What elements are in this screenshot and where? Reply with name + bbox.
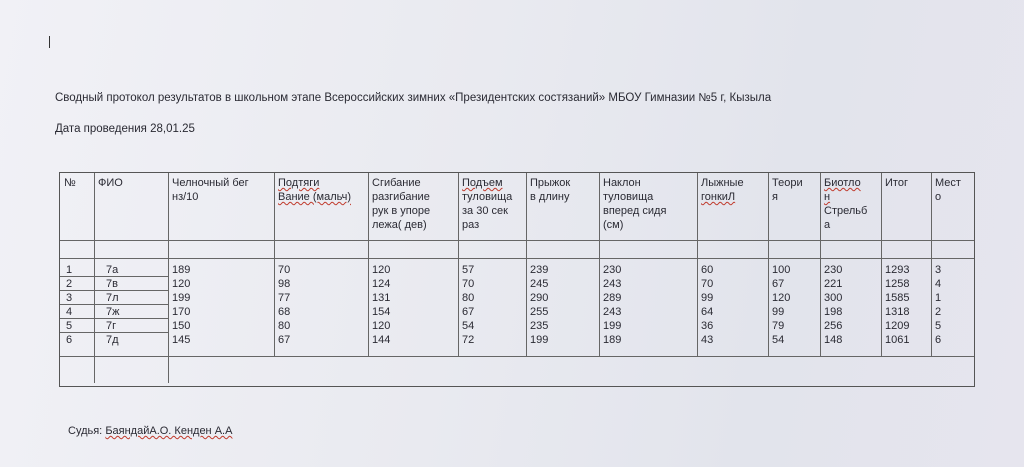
cell-place: 5 <box>935 320 942 332</box>
cell-ski-race: 60 <box>701 264 714 276</box>
cell-long-jump: 245 <box>530 278 549 290</box>
judges-signature: Судья: БаяндайА.О. Кенден А.А <box>68 425 233 437</box>
table-row <box>60 291 974 305</box>
cell-forward-bend: 243 <box>603 306 622 318</box>
cell-total: 1318 <box>885 306 910 318</box>
cell-situps: 70 <box>462 278 475 290</box>
header-ski-race: Лыжные гонкиЛ <box>701 177 744 203</box>
cell-forward-bend: 189 <box>603 334 622 346</box>
cell-pushups: 120 <box>372 264 391 276</box>
cell-total: 1585 <box>885 292 910 304</box>
cell-number: 5 <box>66 320 73 332</box>
cell-class: 7в <box>106 278 118 290</box>
header-shuttle-run: Челночный бег нз/10 <box>172 177 249 203</box>
cell-shuttle-run: 120 <box>172 278 191 290</box>
header-name: ФИО <box>98 177 123 189</box>
cell-pushups: 124 <box>372 278 391 290</box>
cell-class: 7ж <box>106 306 120 318</box>
cell-situps: 80 <box>462 292 475 304</box>
cell-biathlon: 148 <box>824 334 843 346</box>
cell-place: 2 <box>935 306 942 318</box>
table-row <box>60 333 974 347</box>
cell-theory: 100 <box>772 264 791 276</box>
table-row <box>60 305 974 319</box>
cell-forward-bend: 289 <box>603 292 622 304</box>
cell-pullups: 77 <box>278 292 291 304</box>
cell-number: 1 <box>66 264 73 276</box>
cell-shuttle-run: 150 <box>172 320 191 332</box>
cell-biathlon: 256 <box>824 320 843 332</box>
cell-theory: 67 <box>772 278 785 290</box>
cell-situps: 54 <box>462 320 475 332</box>
cell-pullups: 70 <box>278 264 291 276</box>
cell-total: 1258 <box>885 278 910 290</box>
cell-place: 6 <box>935 334 942 346</box>
cell-shuttle-run: 189 <box>172 264 191 276</box>
cell-long-jump: 239 <box>530 264 549 276</box>
cell-number: 4 <box>66 306 73 318</box>
cell-shuttle-run: 199 <box>172 292 191 304</box>
cell-long-jump: 235 <box>530 320 549 332</box>
cell-place: 1 <box>935 292 942 304</box>
cell-total: 1293 <box>885 264 910 276</box>
cell-place: 3 <box>935 264 942 276</box>
cell-situps: 57 <box>462 264 475 276</box>
cell-long-jump: 199 <box>530 334 549 346</box>
header-place: Мест о <box>935 177 961 203</box>
cell-total: 1209 <box>885 320 910 332</box>
cell-theory: 120 <box>772 292 791 304</box>
cell-biathlon: 300 <box>824 292 843 304</box>
table-row <box>60 263 974 277</box>
cell-number: 2 <box>66 278 73 290</box>
protocol-title: Сводный протокол результатов в школьном этапе Всероссийских зимних «Президентских состязаний» МБОУ Гимназии №5 г, Кызыла <box>55 92 772 104</box>
cell-pullups: 67 <box>278 334 291 346</box>
cell-ski-race: 36 <box>701 320 714 332</box>
cell-ski-race: 43 <box>701 334 714 346</box>
header-situps: Подъем туловища за 30 сек раз <box>462 177 513 231</box>
cell-long-jump: 290 <box>530 292 549 304</box>
header-theory: Теори я <box>772 177 803 203</box>
header-forward-bend: Наклон туловища вперед сидя (см) <box>603 177 667 231</box>
cell-pullups: 98 <box>278 278 291 290</box>
cell-number: 3 <box>66 292 73 304</box>
cell-situps: 67 <box>462 306 475 318</box>
cell-long-jump: 255 <box>530 306 549 318</box>
header-biathlon: Биотло н Стрельб а <box>824 177 868 231</box>
cell-theory: 54 <box>772 334 785 346</box>
cell-ski-race: 99 <box>701 292 714 304</box>
cell-theory: 99 <box>772 306 785 318</box>
cell-ski-race: 70 <box>701 278 714 290</box>
header-long-jump: Прыжок в длину <box>530 177 571 203</box>
results-table <box>59 172 975 387</box>
header-pushups: Сгибание разгибание рук в упоре лежа( дев) <box>372 177 431 231</box>
cell-forward-bend: 199 <box>603 320 622 332</box>
cell-biathlon: 221 <box>824 278 843 290</box>
competition-date: Дата проведения 28,01.25 <box>55 123 195 135</box>
cell-place: 4 <box>935 278 942 290</box>
cell-class: 7г <box>106 320 117 332</box>
cell-pushups: 144 <box>372 334 391 346</box>
cell-total: 1061 <box>885 334 910 346</box>
cell-pullups: 80 <box>278 320 291 332</box>
cell-class: 7д <box>106 334 119 346</box>
header-number: № <box>64 177 76 189</box>
cell-pushups: 131 <box>372 292 391 304</box>
cell-shuttle-run: 145 <box>172 334 191 346</box>
table-row <box>60 319 974 333</box>
cell-number: 6 <box>66 334 73 346</box>
header-pullups: Подтяги Вание (мальч) <box>278 177 351 203</box>
cell-ski-race: 64 <box>701 306 714 318</box>
cell-pushups: 120 <box>372 320 391 332</box>
table-row <box>60 277 974 291</box>
cell-biathlon: 198 <box>824 306 843 318</box>
cell-pushups: 154 <box>372 306 391 318</box>
header-total: Итог <box>885 177 908 189</box>
cell-shuttle-run: 170 <box>172 306 191 318</box>
cell-biathlon: 230 <box>824 264 843 276</box>
cell-situps: 72 <box>462 334 475 346</box>
cell-forward-bend: 230 <box>603 264 622 276</box>
text-cursor <box>49 36 50 48</box>
cell-pullups: 68 <box>278 306 291 318</box>
cell-class: 7л <box>106 292 119 304</box>
cell-theory: 79 <box>772 320 785 332</box>
cell-class: 7а <box>106 264 119 276</box>
cell-forward-bend: 243 <box>603 278 622 290</box>
